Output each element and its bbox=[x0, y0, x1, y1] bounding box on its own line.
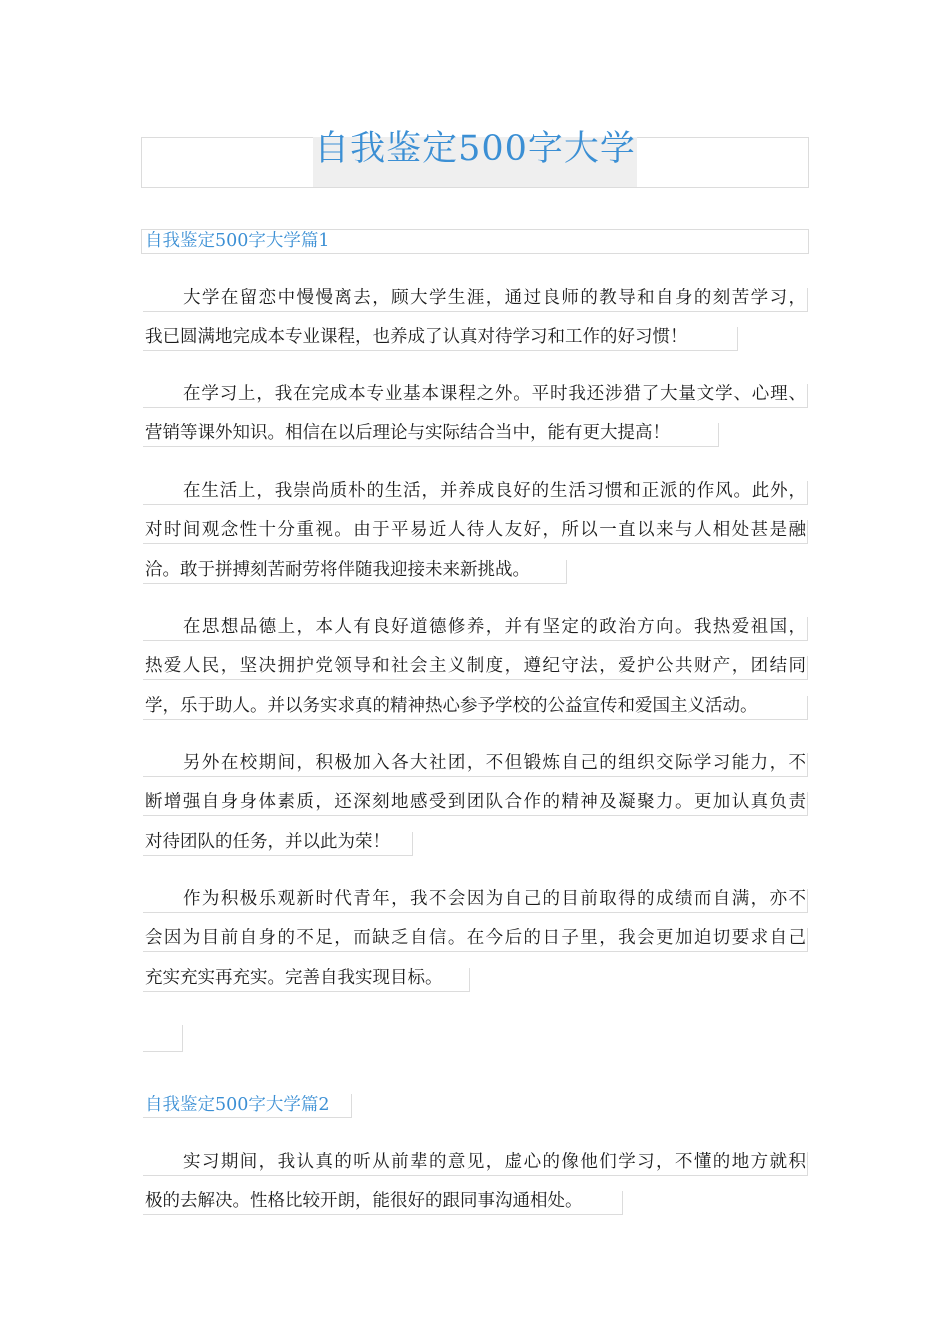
page-title: 自我鉴定500字大学 bbox=[314, 129, 636, 169]
paragraph-line: 作为积极乐观新时代青年，我不会因为自己的目前取得的成绩而自满，亦不 bbox=[183, 889, 806, 909]
section-heading-1: 自我鉴定500字大学篇1 bbox=[145, 231, 330, 251]
paragraph-line: 在生活上，我崇尚质朴的生活，并养成良好的生活习惯和正派的作风。此外， bbox=[183, 481, 806, 501]
paragraph-line: 会因为目前自身的不足，而缺乏自信。在今后的日子里，我会更加迫切要求自己 bbox=[145, 928, 806, 948]
paragraph-line: 对时间观念性十分重视。由于平易近人待人友好，所以一直以来与人相处甚是融 bbox=[145, 520, 806, 540]
paragraph-line: 在学习上，我在完成本专业基本课程之外。平时我还涉猎了大量文学、心理、 bbox=[183, 384, 806, 404]
paragraph-line: 断增强自身身体素质，还深刻地感受到团队合作的精神及凝聚力。更加认真负责 bbox=[145, 792, 806, 812]
paragraph-line: 在思想品德上，本人有良好道德修养，并有坚定的政治方向。我热爱祖国， bbox=[183, 617, 806, 637]
section-heading-2: 自我鉴定500字大学篇2 bbox=[145, 1095, 330, 1115]
paragraph-line: 另外在校期间，积极加入各大社团，不但锻炼自己的组织交际学习能力，不 bbox=[183, 753, 806, 773]
paragraph-line: 对待团队的任务，并以此为荣！ bbox=[145, 832, 390, 852]
paragraph-line: 热爱人民，坚决拥护党领导和社会主义制度，遵纪守法，爱护公共财产，团结同 bbox=[145, 656, 806, 676]
paragraph-line: 洽。敢于拼搏刻苦耐劳将伴随我迎接未来新挑战。 bbox=[145, 560, 530, 580]
paragraph-line: 极的去解决。性格比较开朗，能很好的跟同事沟通相处。 bbox=[145, 1191, 583, 1211]
empty-paragraph-frame bbox=[143, 1025, 183, 1052]
paragraph-line: 营销等课外知识。相信在以后理论与实际结合当中，能有更大提高！ bbox=[145, 423, 670, 443]
paragraph-line: 充实充实再充实。完善自我实现目标。 bbox=[145, 968, 443, 988]
paragraph-line: 学，乐于助人。并以务实求真的精神热心参予学校的公益宣传和爱国主义活动。 bbox=[145, 696, 758, 716]
paragraph-line: 我已圆满地完成本专业课程，也养成了认真对待学习和工作的好习惯！ bbox=[145, 327, 688, 347]
paragraph-line: 大学在留恋中慢慢离去，顾大学生涯，通过良师的教导和自身的刻苦学习， bbox=[183, 288, 806, 308]
paragraph-line: 实习期间，我认真的听从前辈的意见，虚心的像他们学习，不懂的地方就积 bbox=[183, 1152, 806, 1172]
